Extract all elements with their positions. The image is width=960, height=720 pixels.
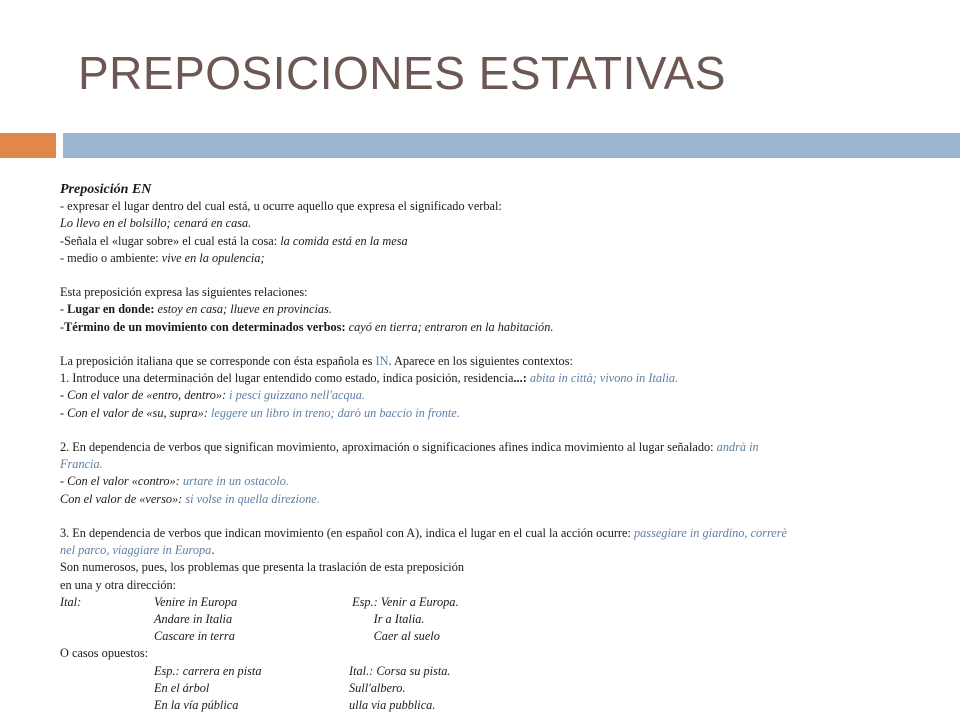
comparison-row: Cascare in terra Caer al suelo [154,629,440,644]
text-line: - Con el valor de «entro, dentro»: i pesci guizzano nell'acqua. [60,388,365,403]
text-line: nel parco, viaggiare in Europa. [60,543,215,558]
text-line: 3. En dependencia de verbos que indican movimiento (en español con A), indica el lugar en el cual la acción ocurre: passegiare in giardino, correrè [60,526,787,540]
comparison-row: Andare in Italia Ir a Italia. [154,612,425,627]
comparison-row: Ital: Venire in Europa Esp.: Venir a Europa. [60,594,459,609]
text-line: Francia. [60,457,103,472]
accent-bar-blue [63,133,960,158]
text-line: 1. Introduce una determinación del lugar entendido como estado, indica posición, residencia...: abita in città; vivono in Italia. [60,371,679,386]
comparison-row: En la vía pública ulla via pubblica. [154,698,436,713]
section-heading: Preposición EN [60,182,152,197]
text-line: -Señala el «lugar sobre» el cual está la cosa: la comida está en la mesa [60,233,408,248]
text-line: - Con el valor «contro»: urtare in un ostacolo. [60,474,289,489]
text-line: en una y otra dirección: [60,577,177,592]
slide-body [60,181,930,714]
comparison-row: Esp.: carrera en pista Ital.: Corsa su pista. [154,663,451,678]
example-line: Lo llevo en el bolsillo; cenará en casa. [60,216,252,231]
text-line: Esta preposición expresa las siguientes relaciones: [60,285,308,300]
text-line: - medio o ambiente: vive en la opulencia; [60,250,265,265]
text-line: Con el valor de «verso»: si volse in quella direzione. [60,491,320,506]
text-line: - Lugar en donde: estoy en casa; llueve en provincias. [60,302,332,317]
text-line: La preposición italiana que se corresponde con ésta española es IN. Aparece en los siguientes contextos: [60,354,573,368]
text-line: O casos opuestos: [60,646,149,661]
comparison-row: En el árbol Sull'albero. [154,680,406,695]
slide-title: PREPOSICIONES ESTATIVAS [78,47,726,99]
accent-bar-orange [0,133,56,158]
text-line: - Con el valor de «su, supra»: leggere un libro in treno; darò un baccio in fronte. [60,405,460,420]
text-line: 2. En dependencia de verbos que significan movimiento, aproximación o significaciones afines indica movimiento al lugar señalado: andrà in [60,440,759,454]
text-line: Son numerosos, pues, los problemas que presenta la traslación de esta preposición [60,560,464,575]
text-line: -Término de un movimiento con determinados verbos: cayó en tierra; entraron en la habitación. [60,319,554,334]
text-line: - expresar el lugar dentro del cual está, u ocurre aquello que expresa el significado verbal: [60,199,502,214]
